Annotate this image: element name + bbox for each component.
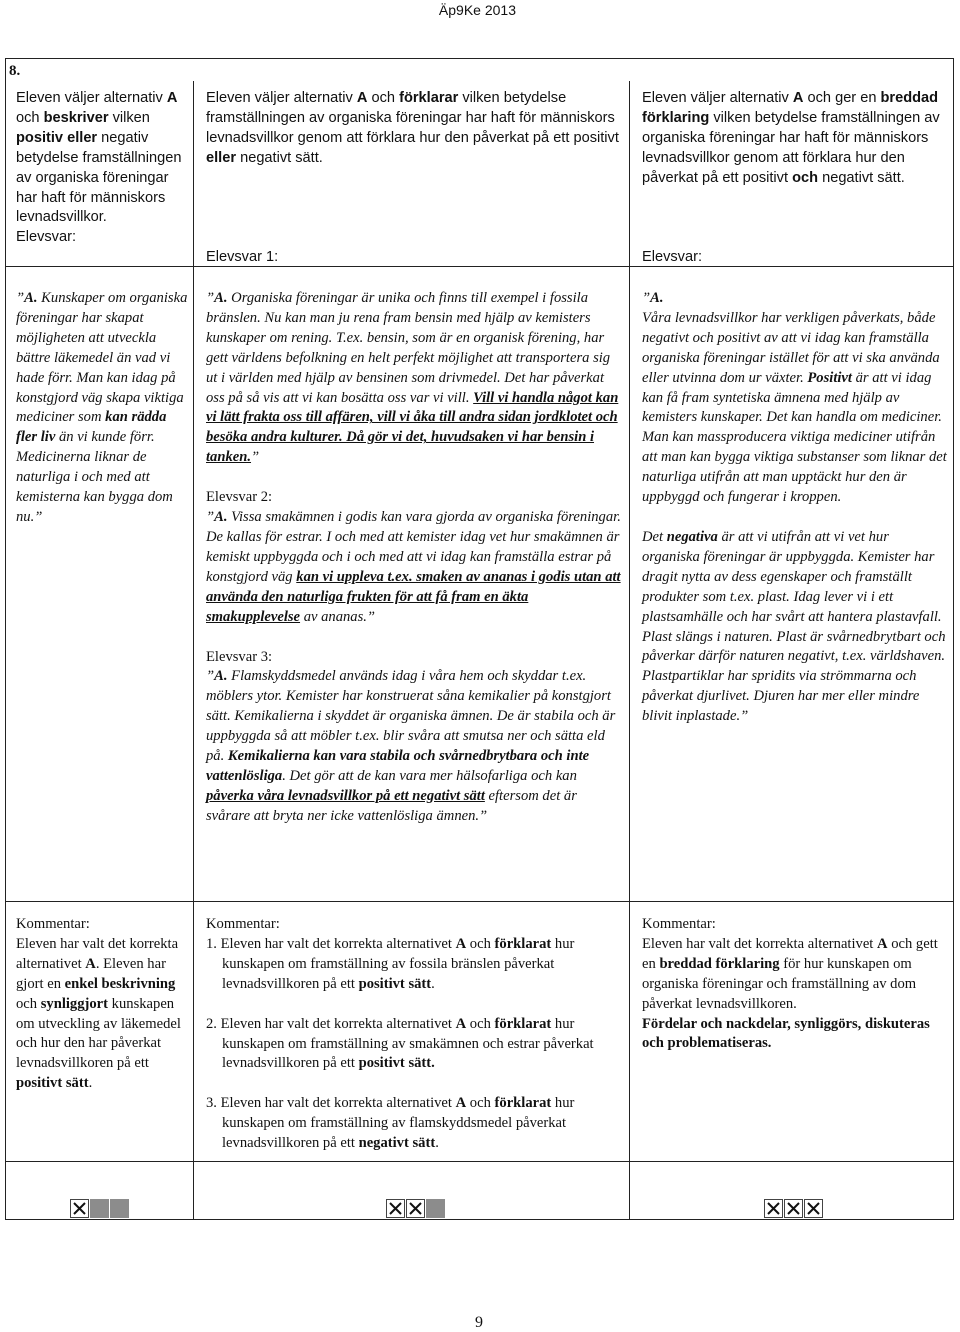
cross-icon — [70, 1199, 89, 1218]
grade-marks-a — [764, 1199, 824, 1218]
cross-icon — [386, 1199, 405, 1218]
criterion-e: Eleven väljer alternativ A och beskriver vilken positiv eller negativ betydelse framställningen av organiska föreningar har haft för människors levnadsvillkor. Elevsvar: — [16, 89, 188, 248]
question-number: 8. — [9, 63, 21, 79]
grey-square — [90, 1199, 109, 1218]
comment-a: Kommentar: Eleven har valt det korrekta alternativet A och gett en breddad förklaring för hur kunskapen om organiska föreningar och framställning av dom påverkat levnadsvillkoren. Fördelar och nackdelar, synliggörs, diskuteras och problematiseras. — [642, 915, 947, 1054]
comment-item: 3. Eleven har valt det korrekta alternativet A och förklarat hur kunskapen om framställning av flamskyddsmedel påverkat levnadsvillkoren på ett negativt sätt. — [206, 1095, 575, 1152]
comment-label: Kommentar: — [16, 916, 90, 932]
comment-label: Kommentar: — [642, 916, 716, 932]
answer-label: Elevsvar: — [642, 249, 703, 265]
comment-e: Kommentar: Eleven har valt det korrekta alternativet A. Eleven har gjort en enkel beskrivning och synliggjort kunskapen om utveckling av läkemedel och hur den har påverkat levnadsvillkoren på ett positivt sätt. — [16, 915, 188, 1094]
student-answer-a: ”A. Våra levnadsvillkor har verkligen påverkats, både negativt och positivt av att vi idag kan framställa organiska föreningar istället för att vi ska använda eller utvinna dom ur växter. Positivt är att vi idag kan få fram syntetiska ämnena med hjälp av kemisters kunskaper. Det kan handla om mediciner. Man kan massproducera viktiga mediciner utifrån att man kan bygga viktiga substanser som liknar det naturliga utifrån att man upptäckt hur den är uppbyggd och fungerar i kroppen. Det negativa är att vi utifrån att vi vet hur organiska föreningar är uppbyggda. Kemister har dragit nytta av dess egenskaper och framställt produkter som t.ex. plast. Idag lever vi i ett plastsamhälle och har svårt att hantera plastavfall. Plast slängs i naturen. Plast är svårnedbrytbart och påverkar därför naturen negativt, t.ex. världshaven. Plastpartiklar har spridits via strömmarna och påverkat djurlivet. Djuren har mer eller mindre blivit inplastade.” — [642, 290, 947, 725]
student-answer-c: ”A. Organiska föreningar är unika och finns till exempel i fossila bränslen. Nu kan man ju rena fram bensin med hjälp av kemisters kunskaper om rening. T.ex. bensin, som är en organisk förening, har gett världens befolkning en helt perfekt möjlighet att transportera sig ut i världen med hjälp av bensinen som drivmedel. Det har påverkat oss på så vis att vi kan bosätta oss var vi vill. Vill vi handla något kan vi lätt frakta oss till affären, vill vi åka till andra sidan jordklotet och besöka andra kulturer. Då gör vi det, huvudsaken vi har bensin i tanken.” Elevsvar 2: ”A. Vissa smakämnen i godis kan vara gjorda av organiska föreningar. De kallas för estrar. I och med att kemister idag vet hur smakämnen är kemiskt uppbyggda och i och med att vi idag kan framställa estrar på konstgjord väg kan vi uppleva t.ex. smaken av ananas i godis utan att använda den naturliga frukten för att få fram en äkta smakupplevelse av ananas.” Elevsvar 3: ”A. Flamskyddsmedel används idag i våra hem och skyddar t.ex. möblers ytor. Kemister har konstruerat såna kemikalier på konstgjort sätt. Kemikalierna i skyddet är organiska ämnen. De är stabila och är uppbyggda så att möbler t.ex. blir svåra att smutsa ner och sätta eld på. Kemikalierna kan vara stabila och svårnedbrytbara och inte vattenlösliga. Det gör att de kan vara mer hälsofarliga och kan påverka våra levnadsvillkor på ett negativt sätt eftersom det är svårare att bryta ner icke vattenlösliga ämnen.” — [206, 289, 624, 827]
cross-icon — [784, 1199, 803, 1218]
answer-label-1: Elevsvar 1: — [206, 249, 279, 265]
answer-label-3: Elevsvar 3: — [206, 648, 273, 665]
grade-marks-c — [386, 1199, 446, 1218]
grey-square — [110, 1199, 129, 1218]
comment-item: 2. Eleven har valt det korrekta alternativet A och förklarat hur kunskapen om framställning av smakämnen och estrar påverkat levnadsvillkoren på ett positivt sätt. — [206, 1015, 594, 1072]
cross-icon — [764, 1199, 783, 1218]
answer-label: Elevsvar: — [16, 229, 77, 246]
column-divider — [193, 81, 194, 1219]
row-divider — [6, 901, 953, 902]
assessment-table — [5, 58, 954, 1220]
criterion-c: Eleven väljer alternativ A och förklarar vilken betydelse framställningen av organiska föreningar har haft för människors levnadsvillkor genom att förklara hur den påverkat på ett positivt eller negativt sätt. — [206, 90, 619, 166]
student-answer-e: ”A. Kunskaper om organiska föreningar har skapat möjligheten att utveckla bättre läkemedel än vad vi hade förr. Man kan idag på konstgjord väg skapa viktiga mediciner som kan rädda fler liv än vi kunde förr. Medicinerna liknar de naturliga i och med att kemisterna kan bygga dom nu.” — [16, 290, 188, 525]
comment-item: 1. Eleven har valt det korrekta alternativet A och förklarat hur kunskapen om framställning av fossila bränslen påverkat levnadsvillkoren på ett positivt sätt. — [206, 935, 575, 992]
row-divider — [6, 1161, 953, 1162]
comment-c — [206, 915, 624, 1154]
grade-marks-e — [70, 1199, 130, 1218]
header-code: Äp9Ke 2013 — [438, 2, 516, 18]
cross-icon — [406, 1199, 425, 1218]
column-divider — [629, 81, 630, 1219]
cross-icon — [804, 1199, 823, 1218]
criterion-a: Eleven väljer alternativ A och ger en breddad förklaring vilken betydelse framställningen av organiska föreningar har haft för människors levnadsvillkor genom att förklara hur den påverkat på ett positivt och negativt sätt. — [642, 90, 940, 186]
grey-square — [426, 1199, 445, 1218]
answer-label-2: Elevsvar 2: — [206, 489, 273, 506]
comment-label: Kommentar: — [206, 916, 280, 932]
page-number: 9 — [475, 1314, 483, 1331]
